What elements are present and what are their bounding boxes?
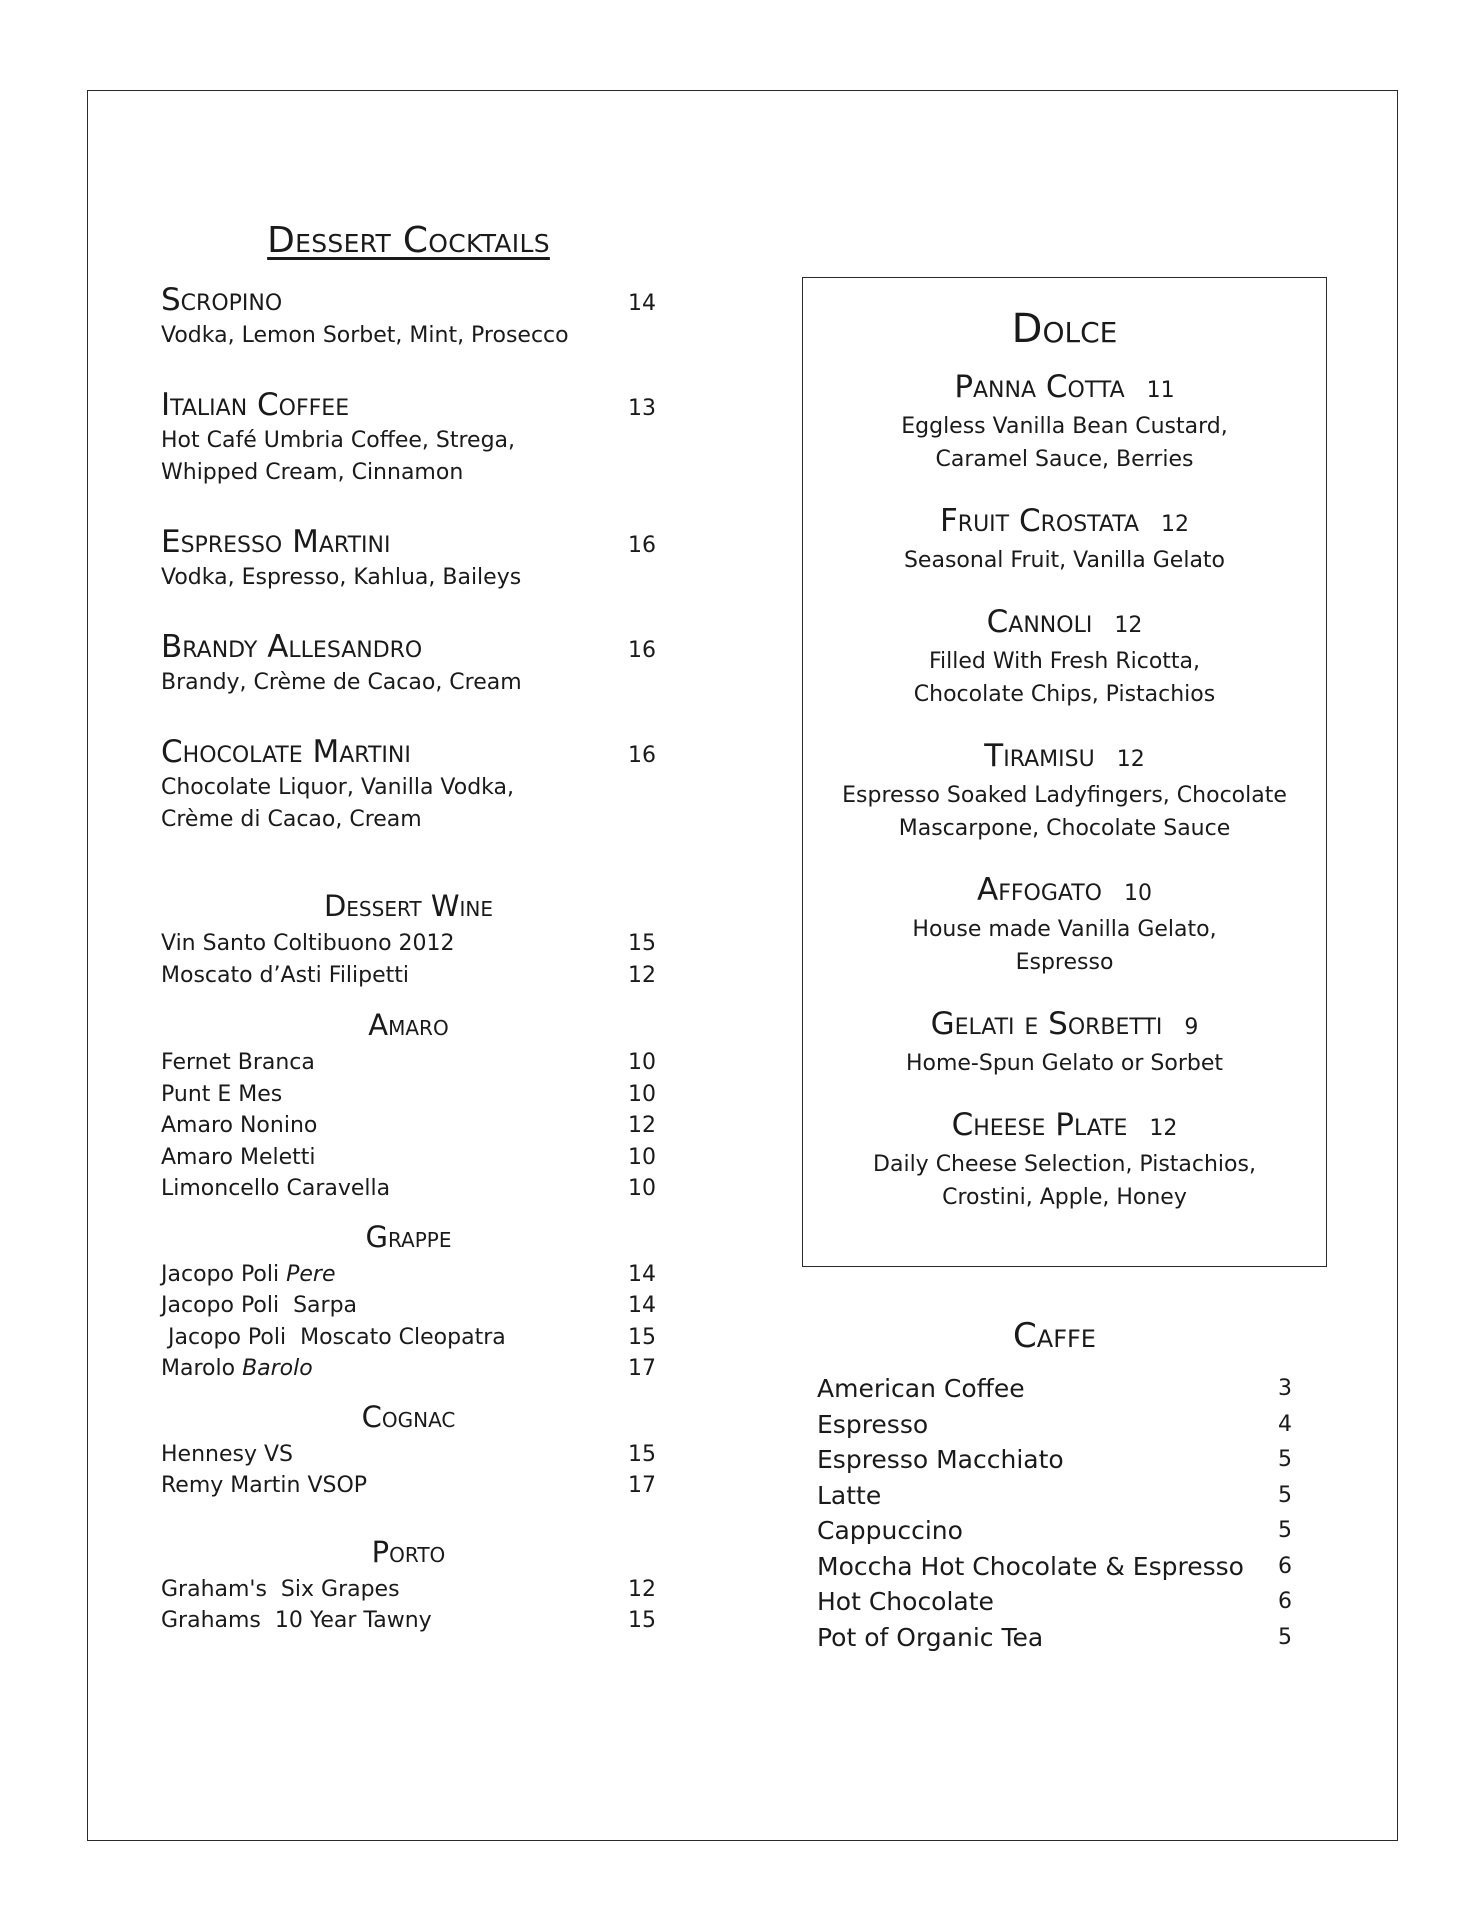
- item-name: Brandy Allesandro: [161, 629, 423, 665]
- description-line: Seasonal Fruit, Vanilla Gelato: [903, 548, 1226, 573]
- list-item: [161, 1322, 656, 1354]
- list-item: [161, 1110, 656, 1142]
- section-title: Caffe: [1013, 1316, 1096, 1356]
- left-column: [161, 220, 656, 1637]
- item-name: Jacopo Poli Pere: [161, 1261, 336, 1287]
- menu-item: [803, 1005, 1326, 1080]
- item-price: 6: [1278, 1553, 1292, 1579]
- item-price: 10: [1123, 881, 1152, 906]
- list-item: [161, 1173, 656, 1205]
- item-price: 12: [628, 1576, 656, 1602]
- section-title: Amaro: [368, 1008, 449, 1042]
- description-line: House made Vanilla Gelato,: [912, 917, 1217, 942]
- item-price: 13: [628, 396, 656, 421]
- item-name: Panna Cotta: [954, 369, 1125, 405]
- description-line: Caramel Sauce, Berries: [935, 447, 1194, 472]
- item-price: 15: [628, 1608, 656, 1633]
- porto-section: [161, 1534, 656, 1637]
- list-item: [817, 1620, 1292, 1656]
- item-description: [161, 772, 656, 836]
- description-line: Mascarpone, Chocolate Sauce: [898, 816, 1231, 841]
- item-name: Limoncello Caravella: [161, 1176, 391, 1201]
- list-item: [161, 1047, 656, 1079]
- list-item: [817, 1478, 1292, 1514]
- item-name: Punt E Mes: [161, 1081, 283, 1107]
- list-item: [161, 1439, 656, 1471]
- item-name: Affogato: [977, 872, 1102, 908]
- description-line: Eggless Vanilla Bean Custard,: [901, 414, 1228, 439]
- list-item: [161, 1353, 656, 1385]
- item-price: 16: [628, 533, 656, 558]
- description-line: Home-Spun Gelato or Sorbet: [905, 1051, 1224, 1076]
- item-description: [161, 425, 656, 489]
- item-name: Vin Santo Coltibuono 2012: [161, 931, 455, 956]
- item-name: Cappuccino: [817, 1516, 963, 1545]
- section-title: Grappe: [365, 1219, 452, 1254]
- section-title: Cognac: [361, 1399, 456, 1434]
- list-item: [161, 928, 656, 960]
- item-price: 15: [628, 931, 656, 956]
- item-name: Espresso Martini: [161, 524, 391, 560]
- description-line: Vodka, Espresso, Kahlua, Baileys: [161, 565, 522, 590]
- dolce-box: [802, 277, 1327, 1267]
- item-price: 5: [1278, 1518, 1292, 1543]
- description-line: Brandy, Crème de Cacao, Cream: [161, 670, 522, 695]
- menu-item: [803, 871, 1326, 979]
- list-item: [161, 1079, 656, 1111]
- list-item: [817, 1371, 1292, 1407]
- item-price: 17: [628, 1473, 656, 1498]
- item-price: 9: [1184, 1015, 1199, 1040]
- list-item: [161, 1142, 656, 1174]
- item-name: Remy Martin VSOP: [161, 1473, 368, 1498]
- description-line: Espresso Soaked Ladyfingers, Chocolate: [842, 783, 1287, 808]
- item-price: 10: [628, 1176, 656, 1201]
- item-name: Pot of Organic Tea: [817, 1622, 1044, 1652]
- list-item: [161, 1290, 656, 1322]
- item-price: 10: [628, 1050, 656, 1075]
- item-price: 12: [1114, 613, 1143, 638]
- description-line: Chocolate Chips, Pistachios: [913, 682, 1216, 707]
- item-description: [803, 779, 1326, 845]
- item-price: 5: [1278, 1624, 1292, 1650]
- item-price: 11: [1146, 378, 1175, 403]
- item-name: Amaro Meletti: [161, 1144, 316, 1170]
- item-name: Jacopo Poli Sarpa: [161, 1293, 358, 1318]
- item-name: Jacopo Poli Moscato Cleopatra: [161, 1324, 506, 1350]
- item-price: 12: [1149, 1116, 1178, 1141]
- item-description: [803, 1047, 1326, 1080]
- list-item: [161, 1574, 656, 1606]
- item-name-italic: Barolo: [242, 1356, 313, 1381]
- item-name: Tiramisu: [984, 738, 1095, 774]
- item-price: 12: [628, 1113, 656, 1138]
- menu-item: [803, 502, 1326, 577]
- menu-item: [803, 603, 1326, 711]
- item-name-italic: Pere: [286, 1261, 336, 1287]
- item-name: Graham's Six Grapes: [161, 1576, 400, 1602]
- menu-item: [161, 523, 656, 594]
- menu-item: [803, 368, 1326, 476]
- description-line: Vodka, Lemon Sorbet, Mint, Prosecco: [161, 323, 569, 348]
- item-price: 17: [628, 1356, 656, 1381]
- description-line: Daily Cheese Selection, Pistachios,: [873, 1152, 1256, 1177]
- item-price: 10: [628, 1081, 656, 1107]
- item-name: Italian Coffee: [161, 387, 350, 423]
- description-line: Hot Café Umbria Coffee, Strega,: [161, 428, 516, 453]
- item-description: [161, 667, 656, 699]
- item-name: American Coffee: [817, 1374, 1025, 1403]
- item-name: Hot Chocolate: [817, 1587, 994, 1616]
- item-description: [161, 562, 656, 594]
- item-name: Espresso Macchiato: [817, 1445, 1064, 1474]
- description-line: Whipped Cream, Cinnamon: [161, 460, 464, 485]
- item-name: Moccha Hot Chocolate & Espresso: [817, 1551, 1244, 1581]
- menu-item: [161, 281, 656, 352]
- item-name: Espresso: [817, 1409, 929, 1439]
- list-item: [161, 1605, 656, 1637]
- item-description: [803, 410, 1326, 476]
- item-price: 5: [1278, 1482, 1292, 1508]
- item-name: Fernet Branca: [161, 1050, 315, 1075]
- grappe-section: [161, 1219, 656, 1385]
- item-name: Amaro Nonino: [161, 1113, 318, 1138]
- item-name: Scropino: [161, 282, 283, 318]
- menu-item: [803, 1106, 1326, 1214]
- item-name: Marolo Barolo: [161, 1356, 313, 1381]
- description-line: Espresso: [1015, 950, 1114, 975]
- item-name: Cheese Plate: [951, 1107, 1128, 1143]
- item-description: [803, 913, 1326, 979]
- item-price: 15: [628, 1441, 656, 1467]
- item-price: 4: [1278, 1411, 1292, 1437]
- dessert-wine-section: [161, 888, 656, 991]
- menu-item: [161, 386, 656, 489]
- description-line: Filled With Fresh Ricotta,: [928, 649, 1201, 674]
- list-item: [817, 1549, 1292, 1585]
- list-item: [817, 1442, 1292, 1478]
- item-price: 16: [628, 743, 656, 768]
- dessert-cocktails-list: [161, 281, 656, 836]
- dessert-cocktails-title: Dessert Cocktails: [267, 220, 550, 261]
- item-price: 12: [628, 962, 656, 988]
- item-price: 16: [628, 638, 656, 663]
- item-price: 14: [628, 1293, 656, 1318]
- item-price: 3: [1278, 1376, 1292, 1401]
- item-name: Chocolate Martini: [161, 734, 411, 770]
- item-description: [803, 645, 1326, 711]
- item-name: Grahams 10 Year Tawny: [161, 1608, 432, 1633]
- description-line: Crostini, Apple, Honey: [942, 1185, 1187, 1210]
- item-name: Latte: [817, 1480, 882, 1510]
- item-price: 12: [1161, 512, 1190, 537]
- dolce-title: Dolce: [1011, 306, 1118, 352]
- item-name: Fruit Crostata: [939, 503, 1140, 539]
- item-name: Hennesy VS: [161, 1441, 293, 1467]
- list-item: [161, 960, 656, 992]
- list-item: [161, 1470, 656, 1502]
- item-description: [161, 320, 656, 352]
- item-name: Cannoli: [986, 604, 1093, 640]
- menu-item: [161, 628, 656, 699]
- menu-item: [161, 733, 656, 836]
- item-description: [803, 544, 1326, 577]
- amaro-section: [161, 1007, 656, 1205]
- list-item: [817, 1584, 1292, 1620]
- list-item: [161, 1259, 656, 1291]
- item-price: 12: [1116, 747, 1145, 772]
- item-price: 15: [628, 1324, 656, 1350]
- list-item: [817, 1513, 1292, 1549]
- cognac-section: [161, 1399, 656, 1502]
- item-description: [803, 1148, 1326, 1214]
- item-price: 5: [1278, 1447, 1292, 1472]
- list-item: [817, 1407, 1292, 1443]
- section-title: Dessert Wine: [323, 889, 494, 923]
- item-price: 14: [628, 1261, 656, 1287]
- item-price: 14: [628, 291, 656, 316]
- item-name: Moscato d’Asti Filipetti: [161, 962, 410, 988]
- description-line: Chocolate Liquor, Vanilla Vodka,: [161, 775, 515, 800]
- item-name: Gelati e Sorbetti: [930, 1006, 1163, 1042]
- section-title: Porto: [371, 1534, 446, 1569]
- menu-item: [803, 737, 1326, 845]
- caffe-section: [817, 1318, 1292, 1655]
- item-price: 6: [1278, 1589, 1292, 1614]
- description-line: Crème di Cacao, Cream: [161, 807, 422, 832]
- item-price: 10: [628, 1144, 656, 1170]
